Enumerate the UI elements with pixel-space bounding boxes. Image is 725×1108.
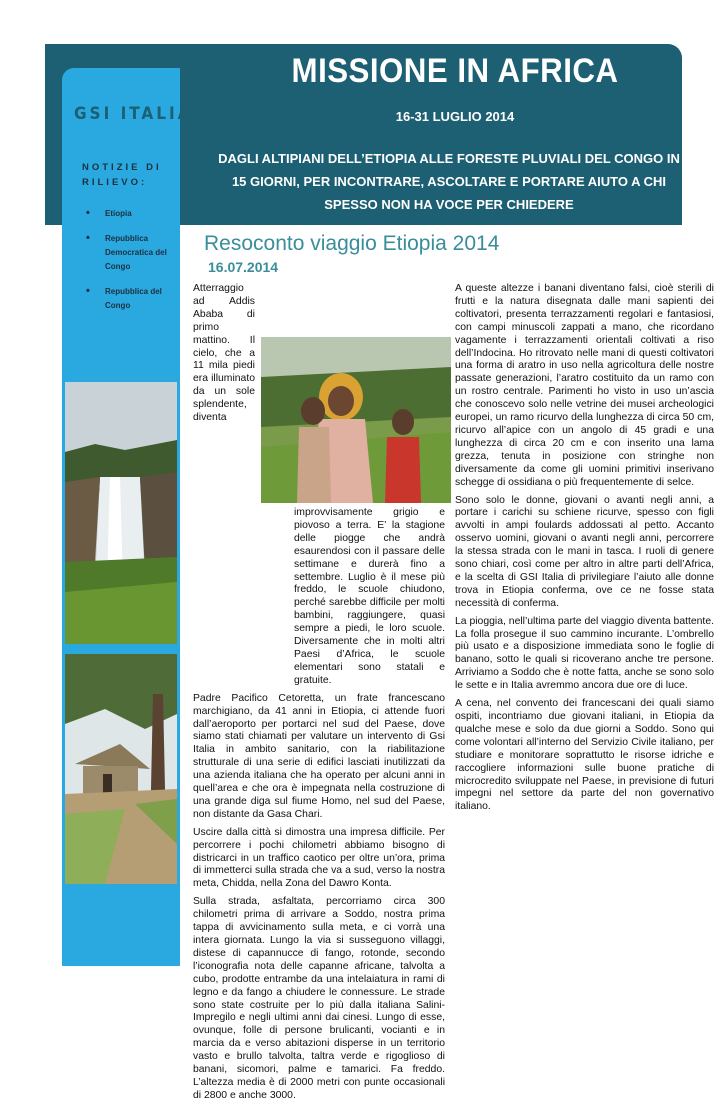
children-photo <box>261 337 451 503</box>
waterfall-photo <box>65 382 177 644</box>
paragraph: Padre Pacifico Cetoretta, un frate francescano marchigiano, da 41 anni in Etiopia, ci attende fuori dall’aeroporto per portarci nel sud del Paese, dove siamo stati chiamati per valutare un intervento di Gsi Italia in ambito sanitario, con la riabilitazione strutturale di una serie di edifici lasciati inutilizzati da una azienda italiana che ha operato per alcuni anni in quell’area e che ora è impegnata nella costruzione di una grande diga sul fiume Homo, nel sud del Paese, non distante da Gasa Chari. <box>193 692 445 820</box>
highlight-item: • Etiopia <box>86 207 176 221</box>
article-title: Resoconto viaggio Etiopia 2014 <box>204 232 500 255</box>
article-column-2 <box>455 283 714 819</box>
org-name: GSI ITALIA <box>74 104 193 124</box>
paragraph: Atterraggio ad Addis Ababa di primo mattino. Il cielo, che a 11 mila piedi era illuminato da un sole splendente, diventa improvvisamente grigio e piovoso a terra. E’ la stagione delle piogge che andrà esaurendosi con il passare delle settimane e durerà fino a settembre. Luglio è il mese più freddo, le scuole chiudono, perché sarebbe difficile per molti bambini, raggiungere, quasi sempre a piedi, le loro scuole. Diversamente che in molti altri Paesi d’Africa, le scuole elementari sono statali e gratuite. <box>193 283 445 686</box>
paragraph: A cena, nel convento dei francescani dei quali siamo ospiti, incontriamo due giovani italiani, in Etiopia da qualche mese e solo da due giorni a Soddo. Sono qui come volontari all’interno del Servizio Civile italiano, per studiare e monitorare soprattutto le risorse idriche e raccogliere informazioni sulle buone pratiche di microcredito sviluppate nel Paese, in previsione di futuri impegni nel settore da parte del non governativo italiano. <box>455 698 714 813</box>
paragraph: A queste altezze i banani diventano falsi, cioè sterili di frutti e la natura disegnata dalle mani sapienti dei coltivatori, presenta terrazzamenti regolari e fantasiosi, con campi minuscoli zappati a mano, che ricordano vagamente i terrazzamenti orientali coltivati a riso dell’Indocina. Ho ritrovato nelle mani di questi coltivatori una forma di aratro in uso nella agricoltura delle nostre passate generazioni, l’aratro costituito da un ramo con un rostro centrale. Parimenti ho visto in uso un’ascia che conoscevo solo nelle vetrine dei musei archeologici europei, un ramo ricurvo della lunghezza di circa 50 cm, ricurvo all’apice con un angolo di 45 gradi e una lunghezza di circa 20 cm e con inserito una lama grezza, tenuta in posizione con stringhe non diversamente da come gli uomini primitivi inserivano schegge di ossidiana o più frequentemente di selce. <box>455 283 714 488</box>
article-column-1 <box>193 283 445 1108</box>
photo-margin <box>193 507 294 687</box>
tagline: DAGLI ALTIPIANI DELL’ETIOPIA ALLE FORESTE PLUVIALI DEL CONGO IN 15 GIORNI, PER INCONTRARE, ASCOLTARE E PORTARE AIUTO A CHI SPESSO NON HA VOCE PER CHIEDERE <box>218 151 680 212</box>
paragraph: Sono solo le donne, giovani o avanti negli anni, a portare i carichi su schiene ricurve, spesso con figli avvolti in ampi foulards addossati al petto. Accanto osservo uomini, giovani o avanti negli anni, percorrere la stessa strada con le mani in tasca. I ruoli di genere sono chiari, così come per altro in altre parti dell’Africa, e la scelta di GSI Italia di privilegiare l’aiuto alle donne trova in Etiopia conferma, ove ce ne fosse stata necessità di conferma. <box>455 494 714 609</box>
paragraph: La pioggia, nell’ultima parte del viaggio diventa battente. La folla prosegue il suo cammino incurante. L’ombrello più usato e a disposizione immediata sono le foglie di banano, sotto le quali si ricoverano anche tre persone. Arriviamo a Soddo che è notte fatta, anche se sono solo le sette e in Italia avremmo ancora due ore di luce. <box>455 615 714 692</box>
trip-dates: 16-31 LUGLIO 2014 <box>395 109 515 124</box>
highlight-item: • Repubblica del Congo <box>86 285 176 313</box>
paragraph: Sulla strada, asfaltata, percorriamo circa 300 chilometri prima di arrivare a Soddo, nostra prima tappa di avvicinamento sulla meta, e ci vorrà una intera giornata. Lungo la via si susseguono villaggi, distese di capannucce di fango, rotonde, secondo l’iconografia nota delle capanne africane, talvolta a cubo, prodotte entrambe da una intelaiatura in rami di legno e da fango a chiudere le connessure. Le strade sono state costruite per lo più dalla italiana Salini-Impregilo e negli ultimi anni dai cinesi. Lungo di esse, ovunque, folle di persone brulicanti, vocianti e in marcia da e verso abitazioni disperse in un territorio vasto e brullo talvolta, taltra verde e rigoglioso di banani, sicomori, palme e tamarici. Fa freddo. L’altezza media è di 2000 metri con punte occasionali di 2800 e anche 3000. <box>193 896 445 1101</box>
article-date: 16.07.2014 <box>208 259 279 275</box>
highlight-item: • Repubblica Democratica del Congo <box>86 232 176 274</box>
paragraph: Uscire dalla città si dimostra una impresa difficile. Per percorrere i pochi chilometri abbiamo bisogno di districarci in un traffico caotico per oltre un’ora, prima di immetterci sulla strada che va a sud, verso la nostra meta, Chidda, nella Zona del Dawro Konta. <box>193 826 445 890</box>
highlights-heading: NOTIZIE DI RILIEVO: <box>82 162 162 188</box>
page-title: MISSIONE IN AFRICA <box>291 52 619 90</box>
village-photo <box>65 654 177 884</box>
highlights-list <box>86 207 176 324</box>
